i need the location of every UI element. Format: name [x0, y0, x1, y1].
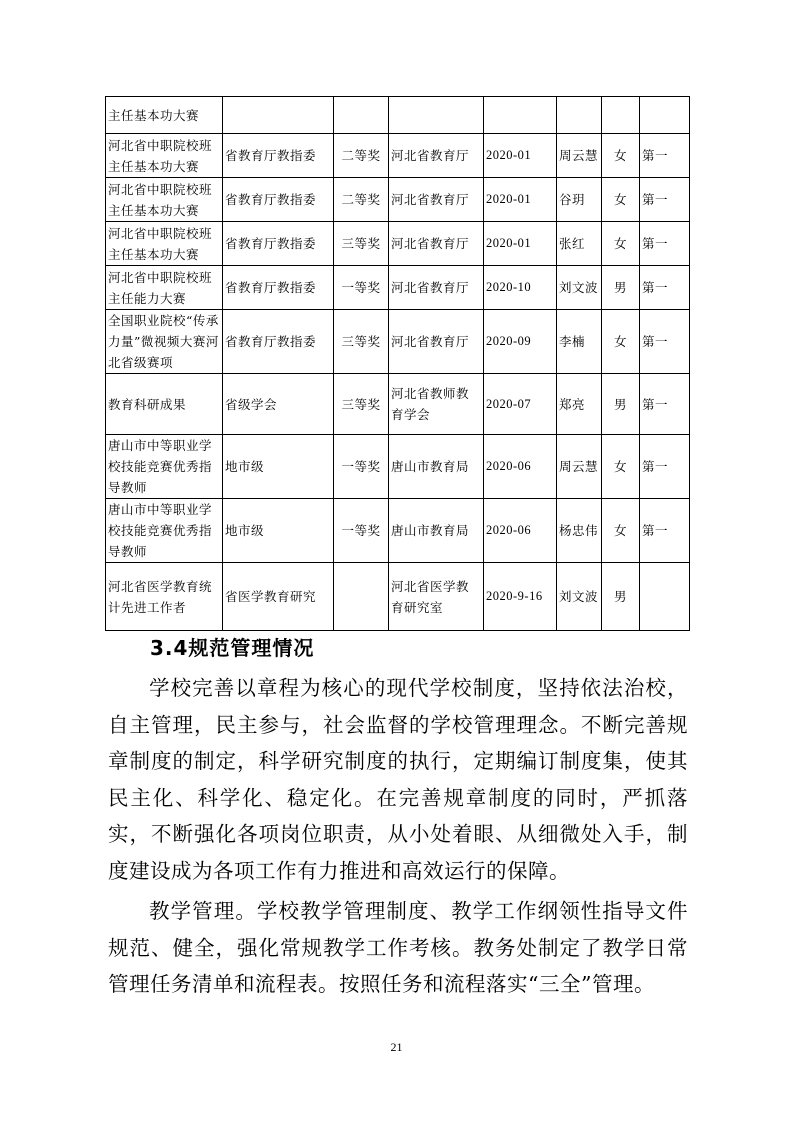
table-row: [106, 97, 690, 134]
gender-cell: 女: [602, 499, 640, 563]
award-name-cell: 唐山市中等职业学校技能竞赛优秀指导教师: [106, 499, 223, 563]
award-level-cell: 二等奖: [334, 134, 389, 178]
table-row: [106, 222, 690, 266]
body-paragraph: 教学管理。学校教学管理制度、教学工作纲领性指导文件规范、健全，强化常规教学工作考核。教务处制定了教学日常管理任务清单和流程表。按照任务和流程落实“三全”管理。: [108, 899, 688, 996]
issuer-cell: 唐山市教育局: [389, 435, 484, 499]
date-cell: 2020-07: [484, 374, 557, 435]
organizer-cell: 省教育厅教指委: [223, 134, 334, 178]
awards-table: [105, 96, 690, 631]
person-cell: 刘文波: [557, 266, 602, 310]
issuer-cell: 河北省教育厅: [389, 178, 484, 222]
rank-cell: 第一: [640, 374, 690, 435]
organizer-cell: 省教育厅教指委: [223, 266, 334, 310]
page-number: 21: [390, 1040, 403, 1054]
gender-cell: 女: [602, 178, 640, 222]
award-name-cell: 河北省医学教育统计先进工作者: [106, 563, 223, 631]
award-name-cell: 教育科研成果: [106, 374, 223, 435]
award-level-cell: 三等奖: [334, 222, 389, 266]
issuer-cell: 河北省教师教育学会: [389, 374, 484, 435]
organizer-cell: 省级学会: [223, 374, 334, 435]
rank-cell: 第一: [640, 178, 690, 222]
table-row: [106, 134, 690, 178]
issuer-cell: 河北省教育厅: [389, 222, 484, 266]
date-cell: 2020-09: [484, 310, 557, 374]
table-row: [106, 563, 690, 631]
gender-cell: [602, 97, 640, 134]
issuer-cell: 河北省医学教育研究室: [389, 563, 484, 631]
table-row: [106, 178, 690, 222]
award-level-cell: [334, 97, 389, 134]
table-row: [106, 374, 690, 435]
award-name-cell: 主任基本功大赛: [106, 97, 223, 134]
person-cell: 谷玥: [557, 178, 602, 222]
date-cell: 2020-06: [484, 435, 557, 499]
gender-cell: 男: [602, 374, 640, 435]
rank-cell: 第一: [640, 134, 690, 178]
organizer-cell: 地市级: [223, 435, 334, 499]
date-cell: 2020-01: [484, 178, 557, 222]
rank-cell: 第一: [640, 435, 690, 499]
rank-cell: 第一: [640, 266, 690, 310]
organizer-cell: 省医学教育研究: [223, 563, 334, 631]
person-cell: 周云慧: [557, 134, 602, 178]
award-level-cell: 三等奖: [334, 310, 389, 374]
rank-cell: 第一: [640, 499, 690, 563]
date-cell: 2020-9-16: [484, 563, 557, 631]
award-name-cell: 河北省中职院校班主任基本功大赛: [106, 134, 223, 178]
award-name-cell: 河北省中职院校班主任基本功大赛: [106, 178, 223, 222]
body-paragraph: 学校完善以章程为核心的现代学校制度，坚持依法治校，自主管理，民主参与，社会监督的学校管理理念。不断完善规章制度的制定，科学研究制度的执行，定期编订制度集，使其民主化、科学化、稳定化。在完善规章制度的同时，严抓落实，不断强化各项岗位职责，从小处着眼、从细微处入手，制度建设成为各项工作有力推进和高效运行的保障。: [108, 676, 688, 883]
person-cell: 周云慧: [557, 435, 602, 499]
organizer-cell: [223, 97, 334, 134]
gender-cell: 女: [602, 222, 640, 266]
gender-cell: 女: [602, 134, 640, 178]
award-name-cell: 河北省中职院校班主任能力大赛: [106, 266, 223, 310]
rank-cell: 第一: [640, 310, 690, 374]
date-cell: 2020-01: [484, 222, 557, 266]
table-row: [106, 435, 690, 499]
organizer-cell: 省教育厅教指委: [223, 310, 334, 374]
award-level-cell: [334, 563, 389, 631]
table-row: [106, 266, 690, 310]
person-cell: 杨忠伟: [557, 499, 602, 563]
section-heading: 3.4规范管理情况: [150, 636, 315, 660]
issuer-cell: 河北省教育厅: [389, 134, 484, 178]
date-cell: 2020-01: [484, 134, 557, 178]
person-cell: 郑亮: [557, 374, 602, 435]
rank-cell: [640, 97, 690, 134]
table-row: [106, 310, 690, 374]
award-name-cell: 河北省中职院校班主任基本功大赛: [106, 222, 223, 266]
award-level-cell: 一等奖: [334, 266, 389, 310]
award-name-cell: 唐山市中等职业学校技能竞赛优秀指导教师: [106, 435, 223, 499]
gender-cell: 男: [602, 266, 640, 310]
person-cell: 张红: [557, 222, 602, 266]
table-row: [106, 499, 690, 563]
organizer-cell: 省教育厅教指委: [223, 178, 334, 222]
issuer-cell: 河北省教育厅: [389, 310, 484, 374]
person-cell: 刘文波: [557, 563, 602, 631]
award-level-cell: 一等奖: [334, 435, 389, 499]
issuer-cell: [389, 97, 484, 134]
person-cell: [557, 97, 602, 134]
organizer-cell: 省教育厅教指委: [223, 222, 334, 266]
gender-cell: 女: [602, 310, 640, 374]
award-level-cell: 一等奖: [334, 499, 389, 563]
date-cell: 2020-06: [484, 499, 557, 563]
gender-cell: 女: [602, 435, 640, 499]
date-cell: [484, 97, 557, 134]
issuer-cell: 唐山市教育局: [389, 499, 484, 563]
rank-cell: [640, 563, 690, 631]
rank-cell: 第一: [640, 222, 690, 266]
award-name-cell: 全国职业院校“传承力量”微视频大赛河北省级赛项: [106, 310, 223, 374]
awards-table-body: [106, 97, 690, 631]
organizer-cell: 地市级: [223, 499, 334, 563]
person-cell: 李楠: [557, 310, 602, 374]
issuer-cell: 河北省教育厅: [389, 266, 484, 310]
award-level-cell: 三等奖: [334, 374, 389, 435]
gender-cell: 男: [602, 563, 640, 631]
date-cell: 2020-10: [484, 266, 557, 310]
award-level-cell: 二等奖: [334, 178, 389, 222]
